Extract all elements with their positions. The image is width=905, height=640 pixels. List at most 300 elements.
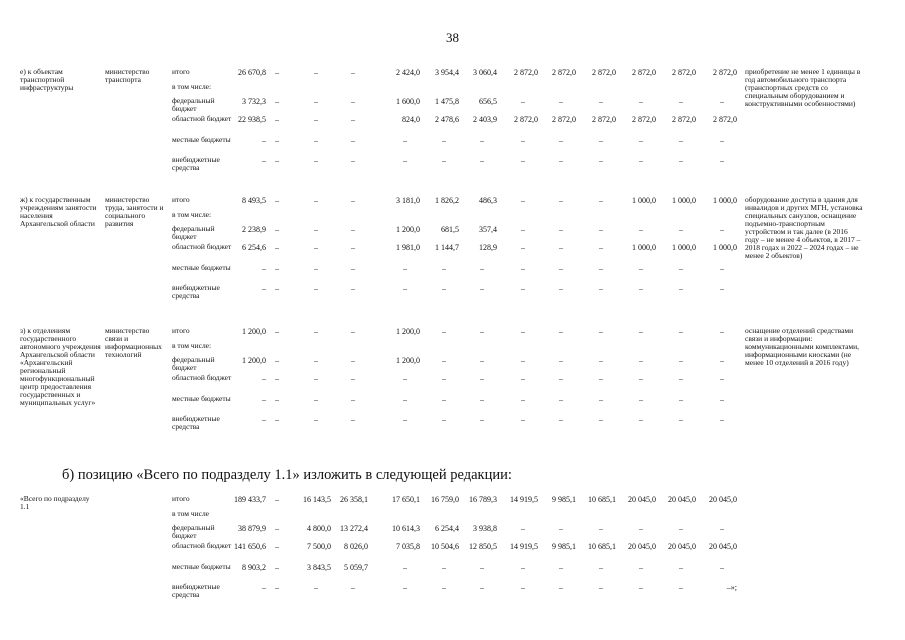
- year-cell: –: [351, 97, 355, 106]
- year-cell: –: [720, 264, 724, 273]
- year-cell: 2 872,0: [592, 115, 616, 124]
- table-row: [0, 542, 905, 554]
- year-cell: 3 843,5: [307, 563, 331, 572]
- year-cell: 2 872,0: [672, 68, 696, 77]
- year-cell: –: [720, 327, 724, 336]
- row-label: в том числе: [172, 509, 210, 518]
- year-cell: –: [559, 374, 563, 383]
- year-cell: 2 872,0: [632, 68, 656, 77]
- section-heading: б) позицию «Всего по подразделу 1.1» изложить в следующей редакции:: [62, 467, 512, 483]
- year-cell: –: [559, 156, 563, 165]
- year-cell: –: [314, 97, 318, 106]
- table-row: [0, 523, 905, 540]
- total-cell: 1 200,0: [242, 356, 266, 365]
- year-cell: –: [679, 284, 683, 293]
- year-cell: –: [720, 97, 724, 106]
- year-cell: –: [351, 115, 355, 124]
- year-cell: 12 850,5: [469, 542, 497, 551]
- year-cell: –: [351, 583, 355, 592]
- total-cell: –: [262, 156, 266, 165]
- year-cell: –: [314, 243, 318, 252]
- year-cell: –: [351, 196, 355, 205]
- year-cell: –: [639, 225, 643, 234]
- year-cell: 14 919,5: [510, 495, 538, 504]
- table-row: [0, 582, 905, 599]
- year-cell: –: [314, 115, 318, 124]
- row-label: областной бюджет: [172, 541, 232, 550]
- year-cell: –: [275, 374, 279, 383]
- year-cell: –: [679, 327, 683, 336]
- year-cell: –: [351, 284, 355, 293]
- year-cell: –: [639, 563, 643, 572]
- year-cell: –: [639, 356, 643, 365]
- year-cell: –: [314, 284, 318, 293]
- year-cell: –: [720, 374, 724, 383]
- table-row: [0, 414, 905, 431]
- year-cell: –: [559, 97, 563, 106]
- table-row: [0, 96, 905, 113]
- year-cell: –: [720, 563, 724, 572]
- table-row: [0, 211, 905, 223]
- year-cell: –: [275, 583, 279, 592]
- year-cell: –: [275, 136, 279, 145]
- table-row: [0, 283, 905, 300]
- year-cell: –: [351, 243, 355, 252]
- year-cell: –: [275, 68, 279, 77]
- year-cell: –: [679, 225, 683, 234]
- year-cell: –: [720, 225, 724, 234]
- year-cell: –: [679, 356, 683, 365]
- year-cell: 357,4: [479, 225, 497, 234]
- table-row: [0, 196, 905, 208]
- year-cell: –: [679, 156, 683, 165]
- year-cell: –: [314, 225, 318, 234]
- year-cell: –: [720, 524, 724, 533]
- row-label: федеральный бюджет: [172, 523, 215, 540]
- year-cell: –: [521, 264, 525, 273]
- table-row: [0, 563, 905, 575]
- year-cell: –: [521, 196, 525, 205]
- year-cell: –: [314, 374, 318, 383]
- table-row: [0, 510, 905, 522]
- executor: министерство связи и информационных технологий: [105, 326, 162, 359]
- year-cell: –: [314, 136, 318, 145]
- year-cell: –: [480, 374, 484, 383]
- year-cell: –: [403, 136, 407, 145]
- year-cell: 1 600,0: [396, 97, 420, 106]
- year-cell: –: [599, 136, 603, 145]
- row-label: областной бюджет: [172, 373, 232, 382]
- year-cell: –: [639, 395, 643, 404]
- year-cell: –: [639, 156, 643, 165]
- year-cell: –: [403, 156, 407, 165]
- total-cell: –: [262, 264, 266, 273]
- year-cell: –: [639, 284, 643, 293]
- year-cell: 8 026,0: [344, 542, 368, 551]
- row-label: итого: [172, 67, 190, 76]
- table-row: [0, 342, 905, 354]
- year-cell: –: [679, 136, 683, 145]
- year-cell: –: [351, 395, 355, 404]
- year-cell: –: [599, 196, 603, 205]
- year-cell: –: [480, 327, 484, 336]
- section-title: з) к отделениям государственного автономного учреждения Архангельской области «Архангельский региональный многофункциональный центр предоставления государственных и муниципальных услуг»: [20, 326, 101, 407]
- year-cell: –: [480, 395, 484, 404]
- year-cell: –: [314, 395, 318, 404]
- table-row: [0, 395, 905, 407]
- year-cell: 2 872,0: [552, 115, 576, 124]
- year-cell: 10 685,1: [588, 542, 616, 551]
- executor: министерство труда, занятости и социального развития: [105, 195, 164, 228]
- total-cell: 141 650,6: [234, 542, 266, 551]
- year-cell: –: [679, 395, 683, 404]
- year-cell: –: [679, 374, 683, 383]
- row-label: итого: [172, 326, 190, 335]
- table-row: [0, 495, 905, 507]
- year-cell: 656,5: [479, 97, 497, 106]
- total-cell: 6 254,6: [242, 243, 266, 252]
- year-cell: 824,0: [402, 115, 420, 124]
- year-cell: –: [521, 97, 525, 106]
- table-row: [0, 374, 905, 386]
- year-cell: 7 500,0: [307, 542, 331, 551]
- year-cell: –: [314, 327, 318, 336]
- year-cell: 26 358,1: [340, 495, 368, 504]
- total-cell: 26 670,8: [238, 68, 266, 77]
- year-cell: –: [442, 583, 446, 592]
- section-title: ж) к государственным учреждениям занятости населения Архангельской области: [20, 195, 97, 228]
- year-cell: –: [559, 583, 563, 592]
- year-cell: 7 035,8: [396, 542, 420, 551]
- year-cell: –: [351, 225, 355, 234]
- year-cell: 1 000,0: [672, 196, 696, 205]
- year-cell: –: [599, 327, 603, 336]
- total-cell: –: [262, 374, 266, 383]
- year-cell: –: [559, 284, 563, 293]
- year-cell: 17 650,1: [392, 495, 420, 504]
- year-cell: –: [275, 225, 279, 234]
- year-cell: –: [679, 97, 683, 106]
- year-cell: 2 872,0: [713, 68, 737, 77]
- row-label: федеральный бюджет: [172, 96, 215, 113]
- year-cell: –: [442, 264, 446, 273]
- year-cell: –: [521, 225, 525, 234]
- year-cell: 20 045,0: [628, 542, 656, 551]
- year-cell: –: [442, 356, 446, 365]
- total-cell: –: [262, 395, 266, 404]
- year-cell: –: [639, 415, 643, 424]
- year-cell: –: [639, 97, 643, 106]
- year-cell: 128,9: [479, 243, 497, 252]
- year-cell: –: [599, 264, 603, 273]
- year-cell: –: [442, 136, 446, 145]
- year-cell: –: [559, 327, 563, 336]
- year-cell: –: [351, 327, 355, 336]
- table-row: [0, 136, 905, 148]
- year-cell: –: [351, 136, 355, 145]
- year-cell: 16 789,3: [469, 495, 497, 504]
- year-cell: –: [275, 563, 279, 572]
- year-cell: –: [521, 563, 525, 572]
- year-cell: –: [314, 356, 318, 365]
- row-label: итого: [172, 195, 190, 204]
- year-cell: –: [314, 583, 318, 592]
- year-cell: –: [275, 415, 279, 424]
- year-cell: –: [639, 327, 643, 336]
- year-cell: –: [599, 374, 603, 383]
- table-row: [0, 243, 905, 255]
- total-cell: –: [262, 284, 266, 293]
- year-cell: –: [679, 264, 683, 273]
- row-label: областной бюджет: [172, 114, 232, 123]
- year-cell: 14 919,5: [510, 542, 538, 551]
- year-cell: –: [314, 415, 318, 424]
- total-cell: 189 433,7: [234, 495, 266, 504]
- row-label: внебюджетные средства: [172, 582, 220, 599]
- total-cell: 38 879,9: [238, 524, 266, 533]
- year-cell: 3 181,0: [396, 196, 420, 205]
- year-cell: –: [275, 156, 279, 165]
- result-note: оборудование доступа в здания для инвалидов и других МГН, установка специальных санузлов, оснащение подъемно-транспортным устройством и так далее (в 2016 году – не менее 4 объектов, в 2017 – 2018 годах и 2022 – 2024 годах – не менее 2 объектов): [745, 195, 863, 260]
- year-cell: –: [559, 243, 563, 252]
- year-cell: –: [559, 196, 563, 205]
- year-cell: –: [351, 68, 355, 77]
- year-cell: –: [599, 225, 603, 234]
- year-cell: –: [403, 395, 407, 404]
- year-cell: –: [480, 563, 484, 572]
- year-cell: –: [599, 563, 603, 572]
- section-title: е) к объектам транспортной инфраструктуры: [20, 67, 74, 92]
- row-label: местные бюджеты: [172, 135, 231, 144]
- year-cell: –: [559, 524, 563, 533]
- year-cell: –: [599, 356, 603, 365]
- year-cell: –: [639, 583, 643, 592]
- year-cell: 2 872,0: [713, 115, 737, 124]
- year-cell: –: [314, 156, 318, 165]
- year-cell: –: [275, 542, 279, 551]
- year-cell: 1 475,8: [435, 97, 459, 106]
- year-cell: 20 045,0: [668, 495, 696, 504]
- section-title: «Всего по подразделу 1.1: [20, 494, 90, 511]
- year-cell: 2 872,0: [672, 115, 696, 124]
- year-cell: –: [679, 583, 683, 592]
- total-cell: –: [262, 583, 266, 592]
- year-cell: –: [679, 563, 683, 572]
- year-cell: –: [559, 356, 563, 365]
- result-note: оснащение отделений средствами связи и информации: коммуникационными комплектами, информационными киосками (не менее 10 отделений в 2016 году): [745, 326, 860, 367]
- year-cell: –: [275, 524, 279, 533]
- year-cell: 1 981,0: [396, 243, 420, 252]
- year-cell: 2 872,0: [632, 115, 656, 124]
- year-cell: –: [275, 97, 279, 106]
- year-cell: –: [442, 563, 446, 572]
- result-note: приобретение не менее 1 единицы в год автомобильного транспорта (транспортных средств со специальным оборудованием и конструктивными особенностями): [745, 67, 861, 108]
- year-cell: –: [599, 583, 603, 592]
- year-cell: –: [720, 284, 724, 293]
- year-cell: –: [275, 327, 279, 336]
- table-row: [0, 155, 905, 172]
- year-cell: –: [599, 524, 603, 533]
- page-number: 38: [446, 30, 459, 45]
- year-cell: 1 000,0: [713, 196, 737, 205]
- year-cell: –: [521, 524, 525, 533]
- row-label: внебюджетные средства: [172, 155, 220, 172]
- year-cell: –: [403, 374, 407, 383]
- year-cell: –: [559, 136, 563, 145]
- year-cell: 2 872,0: [552, 68, 576, 77]
- year-cell: –: [559, 395, 563, 404]
- year-cell: 1 144,7: [435, 243, 459, 252]
- year-cell: –: [720, 356, 724, 365]
- year-cell: –: [599, 97, 603, 106]
- year-cell: –: [639, 264, 643, 273]
- year-cell: –: [442, 415, 446, 424]
- year-cell: 681,5: [441, 225, 459, 234]
- year-cell: –: [314, 264, 318, 273]
- year-cell: –: [275, 115, 279, 124]
- year-cell: 10 504,6: [431, 542, 459, 551]
- total-cell: 8 903,2: [242, 563, 266, 572]
- year-cell: 1 000,0: [713, 243, 737, 252]
- year-cell: –»;: [726, 583, 737, 592]
- year-cell: –: [559, 264, 563, 273]
- table-row: [0, 264, 905, 276]
- year-cell: –: [314, 68, 318, 77]
- year-cell: 10 685,1: [588, 495, 616, 504]
- row-label: итого: [172, 494, 190, 503]
- year-cell: –: [351, 264, 355, 273]
- year-cell: –: [442, 156, 446, 165]
- year-cell: –: [521, 327, 525, 336]
- year-cell: –: [521, 374, 525, 383]
- year-cell: 9 985,1: [552, 542, 576, 551]
- year-cell: –: [403, 415, 407, 424]
- total-cell: 3 732,3: [242, 97, 266, 106]
- year-cell: 1 200,0: [396, 327, 420, 336]
- year-cell: –: [720, 136, 724, 145]
- year-cell: –: [351, 156, 355, 165]
- year-cell: –: [521, 583, 525, 592]
- row-label: в том числе:: [172, 341, 212, 350]
- year-cell: –: [559, 225, 563, 234]
- year-cell: –: [521, 356, 525, 365]
- total-cell: –: [262, 415, 266, 424]
- row-label: областной бюджет: [172, 242, 232, 251]
- year-cell: –: [679, 415, 683, 424]
- year-cell: –: [720, 156, 724, 165]
- year-cell: –: [442, 327, 446, 336]
- year-cell: –: [521, 136, 525, 145]
- year-cell: 2 403,9: [473, 115, 497, 124]
- year-cell: –: [480, 356, 484, 365]
- year-cell: –: [275, 356, 279, 365]
- row-label: в том числе:: [172, 82, 212, 91]
- row-label: местные бюджеты: [172, 562, 231, 571]
- year-cell: –: [521, 243, 525, 252]
- row-label: федеральный бюджет: [172, 355, 215, 372]
- year-cell: 16 759,0: [431, 495, 459, 504]
- year-cell: 9 985,1: [552, 495, 576, 504]
- year-cell: –: [275, 284, 279, 293]
- year-cell: 1 200,0: [396, 225, 420, 234]
- year-cell: –: [351, 356, 355, 365]
- year-cell: –: [521, 395, 525, 404]
- year-cell: 16 143,5: [303, 495, 331, 504]
- year-cell: –: [599, 415, 603, 424]
- year-cell: –: [480, 264, 484, 273]
- year-cell: –: [275, 264, 279, 273]
- total-cell: 2 238,9: [242, 225, 266, 234]
- row-label: федеральный бюджет: [172, 224, 215, 241]
- year-cell: 5 059,7: [344, 563, 368, 572]
- year-cell: –: [403, 284, 407, 293]
- year-cell: –: [403, 563, 407, 572]
- year-cell: –: [720, 395, 724, 404]
- table-row: [0, 115, 905, 127]
- year-cell: –: [480, 415, 484, 424]
- year-cell: –: [480, 583, 484, 592]
- row-label: местные бюджеты: [172, 263, 231, 272]
- table-row: [0, 327, 905, 339]
- year-cell: –: [275, 196, 279, 205]
- year-cell: 10 614,3: [392, 524, 420, 533]
- year-cell: –: [442, 395, 446, 404]
- year-cell: –: [403, 583, 407, 592]
- table-row: [0, 83, 905, 95]
- year-cell: 3 954,4: [435, 68, 459, 77]
- year-cell: –: [720, 415, 724, 424]
- year-cell: 2 478,6: [435, 115, 459, 124]
- year-cell: 2 872,0: [514, 68, 538, 77]
- year-cell: –: [480, 136, 484, 145]
- year-cell: 1 000,0: [672, 243, 696, 252]
- year-cell: 486,3: [479, 196, 497, 205]
- year-cell: –: [314, 196, 318, 205]
- year-cell: –: [559, 415, 563, 424]
- year-cell: 20 045,0: [668, 542, 696, 551]
- year-cell: –: [275, 395, 279, 404]
- year-cell: 4 800,0: [307, 524, 331, 533]
- total-cell: 8 493,5: [242, 196, 266, 205]
- year-cell: –: [679, 524, 683, 533]
- year-cell: –: [442, 374, 446, 383]
- year-cell: 20 045,0: [709, 495, 737, 504]
- table-row: [0, 355, 905, 372]
- table-row: [0, 68, 905, 80]
- year-cell: 1 000,0: [632, 243, 656, 252]
- year-cell: –: [639, 374, 643, 383]
- year-cell: –: [403, 264, 407, 273]
- year-cell: –: [351, 415, 355, 424]
- year-cell: –: [521, 415, 525, 424]
- total-cell: 22 938,5: [238, 115, 266, 124]
- year-cell: 3 938,8: [473, 524, 497, 533]
- year-cell: 1 000,0: [632, 196, 656, 205]
- row-label: в том числе:: [172, 210, 212, 219]
- year-cell: –: [480, 156, 484, 165]
- year-cell: –: [599, 156, 603, 165]
- year-cell: –: [559, 563, 563, 572]
- year-cell: –: [521, 156, 525, 165]
- year-cell: –: [521, 284, 525, 293]
- year-cell: –: [351, 374, 355, 383]
- year-cell: 2 872,0: [514, 115, 538, 124]
- row-label: внебюджетные средства: [172, 283, 220, 300]
- year-cell: 2 424,0: [396, 68, 420, 77]
- year-cell: 13 272,4: [340, 524, 368, 533]
- table-row: [0, 224, 905, 241]
- year-cell: –: [442, 284, 446, 293]
